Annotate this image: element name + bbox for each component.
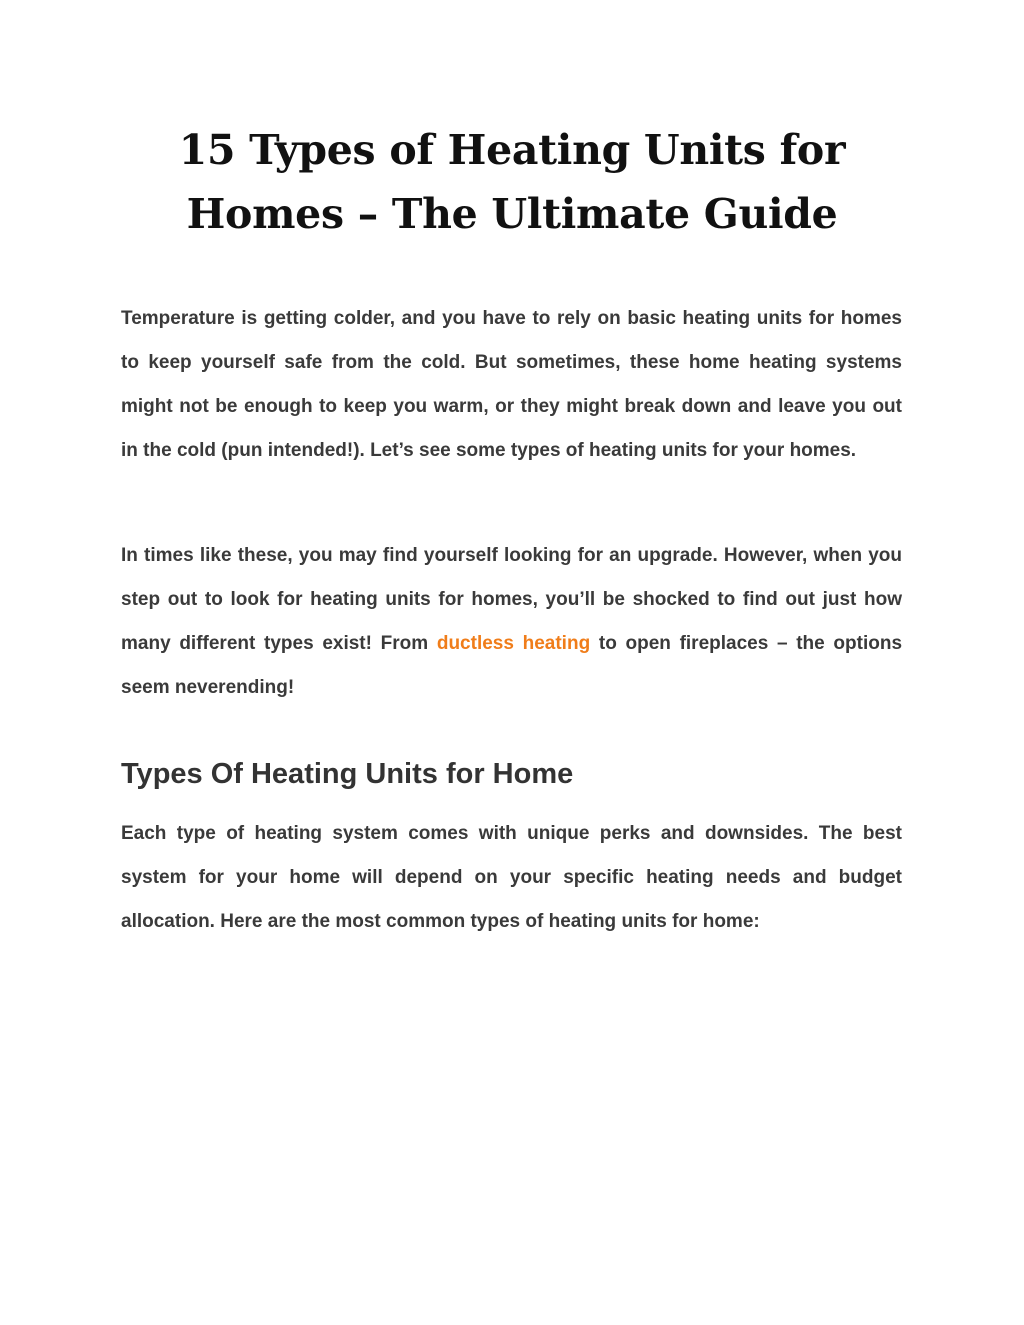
section-paragraph: Each type of heating system comes with unique perks and downsides. The best system for your home will depend on your specific heating needs and budget allocation. Here are the most common types of heating units for home: (121, 823, 902, 932)
intro-paragraph: Temperature is getting colder, and you have to rely on basic heating units for homes to keep yourself safe from the cold. But sometimes, these home heating systems might not be enough to keep you warm, or they might break down and leave you out in the cold (pun intended!). Let’s see some types of heating units for your homes. (121, 308, 902, 461)
second-paragraph (121, 534, 902, 710)
section-heading: Types Of Heating Units for Home (121, 758, 574, 790)
page-title (120, 118, 904, 246)
page-title-line-1: 15 Types of Heating Units for (178, 126, 846, 174)
ductless-heating-link[interactable]: ductless heating (436, 633, 591, 654)
second-paragraph-text-before-link: In times like these, you may find yourself looking for an upgrade. However, when you step out to look for heating units for homes, you’ll be shocked to find out just how many different types exist! From (121, 545, 902, 654)
second-paragraph-text-after-link: to open fireplaces – the options seem neverending! (121, 633, 903, 698)
page-title-line-2: Homes – The Ultimate Guide (186, 190, 838, 238)
